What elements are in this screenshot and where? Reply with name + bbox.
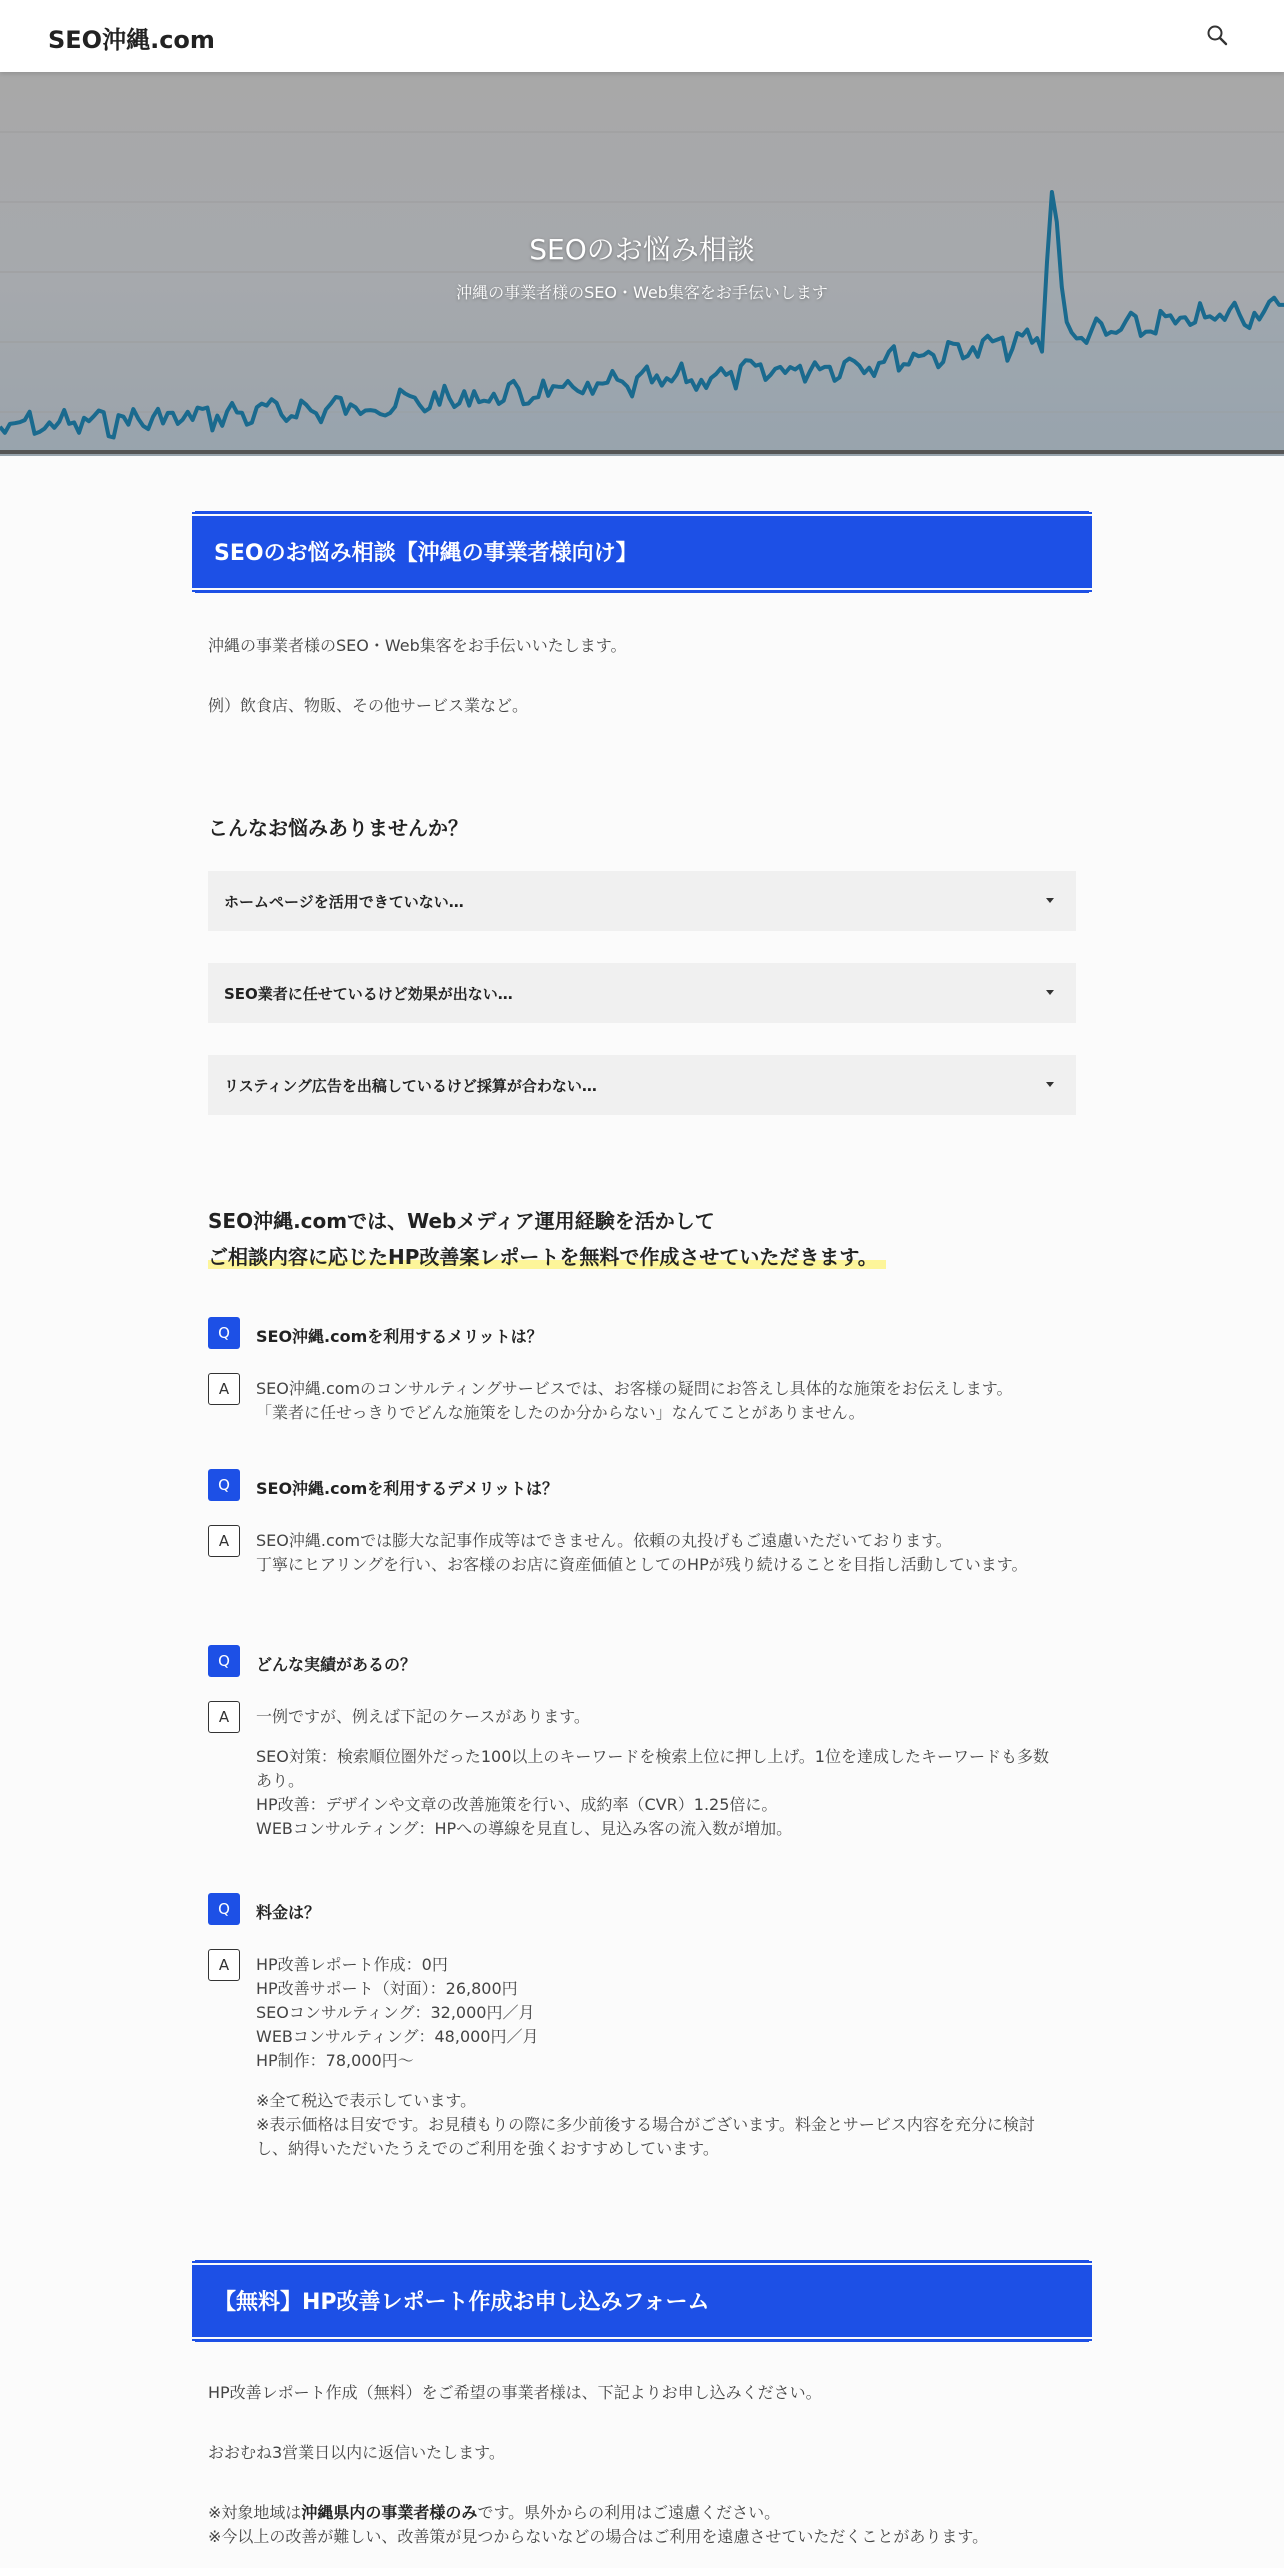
accordion-item-2[interactable]: [208, 963, 1076, 1023]
form-note-region: ※対象地域は沖縄県内の事業者様のみです。県外からの利用はご遠慮ください。: [208, 2503, 781, 2522]
qa-answer-4: [208, 1949, 1092, 2161]
q-badge: Q: [208, 1317, 240, 1349]
qa-answer-3: [208, 1701, 1092, 1847]
site-logo[interactable]: SEO沖縄.com: [48, 26, 215, 54]
answer-line: HP改善：デザインや文章の改善施策を行い、成約率（CVR）1.25倍に。: [256, 1795, 778, 1814]
price-line: HP改善レポート作成：0円: [256, 1955, 448, 1974]
section-heading-consultation: SEOのお悩み相談【沖縄の事業者様向け】: [192, 516, 1092, 588]
form-reply-text: おおむね3営業日以内に返信いたします。: [208, 2443, 505, 2462]
lead-block: [192, 1203, 1092, 1275]
site-header: [0, 0, 1284, 72]
main-content: [192, 516, 1092, 2549]
accordion-label: ホームページを活用できていない…: [224, 893, 464, 911]
answer-text: [256, 1705, 1056, 1841]
question-text: 料金は？: [256, 1903, 321, 1922]
answer-line: SEO対策：検索順位圏外だった100以上のキーワードを検索上位に押し上げ。1位を達成したキーワードも多数: [256, 1747, 1049, 1766]
caret-down-icon: [1046, 1082, 1054, 1087]
answer-line: あり。: [256, 1771, 305, 1790]
accordion-label: SEO業者に任せているけど効果が出ない…: [224, 985, 513, 1003]
lead-line-1: SEO沖縄.comでは、Webメディア運用経験を活かして: [208, 1209, 715, 1233]
price-line: WEBコンサルティング：48,000円／月: [256, 2027, 539, 2046]
accordion-item-1[interactable]: [208, 871, 1076, 931]
answer-line: SEO沖縄.comでは膨大な記事作成等はできません。依頼の丸投げもご遠慮いただいております。: [256, 1531, 952, 1550]
form-note-decline: ※今以上の改善が難しい、改善策が見つからないなどの場合はご利用を遠慮させていただくことがあります。: [208, 2527, 989, 2546]
qa-answer-2: [208, 1525, 1092, 1581]
answer-line: WEBコンサルティング：HPへの導線を見直し、見込み客の流入数が増加。: [256, 1819, 793, 1838]
hero-subtitle: 沖縄の事業者様のSEO・Web集客をお手伝いします: [456, 283, 828, 302]
answer-intro: 一例ですが、例えば下記のケースがあります。: [256, 1707, 590, 1726]
a-badge: A: [208, 1525, 240, 1557]
worries-heading: こんなお悩みありませんか？: [208, 816, 468, 840]
price-note: ※表示価格は目安です。お見積もりの際に多少前後する場合がございます。料金とサービス内容を充分に検討: [256, 2115, 1035, 2134]
hero-banner: [0, 72, 1284, 456]
qa-question-2: [208, 1469, 1092, 1501]
price-note: ※全て税込で表示しています。: [256, 2091, 477, 2110]
caret-down-icon: [1046, 990, 1054, 995]
price-line: SEOコンサルティング：32,000円／月: [256, 2003, 535, 2022]
search-icon[interactable]: [1204, 22, 1232, 50]
form-intro-text: HP改善レポート作成（無料）をご希望の事業者様は、下記よりお申し込みください。: [208, 2383, 822, 2402]
region-emphasis: 沖縄県内の事業者様のみ: [301, 2503, 478, 2522]
accordion-item-3[interactable]: [208, 1055, 1076, 1115]
accordion-label: リスティング広告を出稿しているけど採算が合わない…: [224, 1077, 597, 1095]
q-badge: Q: [208, 1893, 240, 1925]
answer-line: 「業者に任せっきりでどんな施策をしたのか分からない」なんてことがありません。: [256, 1403, 865, 1422]
a-badge: A: [208, 1373, 240, 1405]
hero-title: SEOのお悩み相談: [529, 233, 755, 266]
question-text: どんな実績があるの？: [256, 1655, 417, 1674]
qa-question-3: [208, 1645, 1092, 1677]
price-line: HP改善サポート（対面）：26,800円: [256, 1979, 518, 1998]
price-note: し、納得いただいたうえでのご利用を強くおすすめしています。: [256, 2139, 719, 2158]
section-heading-form: 【無料】HP改善レポート作成お申し込みフォーム: [192, 2265, 1092, 2337]
qa-answer-1: [208, 1373, 1092, 1429]
answer-text: [256, 1529, 1056, 1577]
qa-question-1: [208, 1317, 1092, 1349]
answer-text: [256, 1953, 1056, 2161]
intro-example-text: 例）飲食店、物販、その他サービス業など。: [208, 696, 529, 715]
answer-line: SEO沖縄.comのコンサルティングサービスでは、お客様の疑問にお答えし具体的な施策をお伝えします。: [256, 1379, 1013, 1398]
q-badge: Q: [208, 1469, 240, 1501]
price-line: HP制作：78,000円～: [256, 2051, 414, 2070]
question-text: SEO沖縄.comを利用するメリットは？: [256, 1327, 543, 1346]
answer-line: 丁寧にヒアリングを行い、お客様のお店に資産価値としてのHPが残り続けることを目指し活動しています。: [256, 1555, 1028, 1574]
intro-text: 沖縄の事業者様のSEO・Web集客をお手伝いいたします。: [208, 636, 627, 655]
a-badge: A: [208, 1949, 240, 1981]
lead-line-2-highlight: ご相談内容に応じたHP改善案レポートを無料で作成させていただきます。: [208, 1245, 886, 1269]
qa-question-4: [208, 1893, 1092, 1925]
caret-down-icon: [1046, 898, 1054, 903]
a-badge: A: [208, 1701, 240, 1733]
q-badge: Q: [208, 1645, 240, 1677]
question-text: SEO沖縄.comを利用するデメリットは？: [256, 1479, 559, 1498]
answer-text: [256, 1377, 1056, 1425]
